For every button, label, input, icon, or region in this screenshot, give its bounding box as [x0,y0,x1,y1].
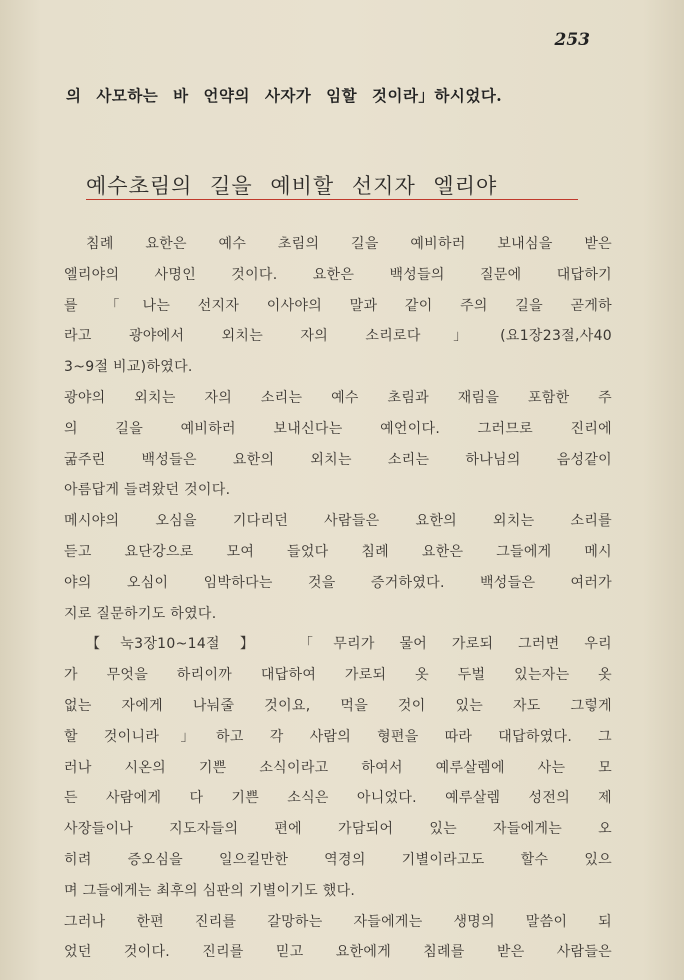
text-line: 라고 광야에서 외치는 자의 소리로다」(요1장23절,사40 [64,328,612,345]
text-line: 를 「나는 선지자 이사야의 말과 같이 주의 길을 곧게하 [64,297,612,314]
text-line: 굶주린 백성들은 요한의 외치는 소리는 하나님의 음성같이 [64,451,612,468]
page-number: 253 [554,30,590,50]
section-heading: 예수초림의 길을 예비할 선지자 엘리야 [86,174,498,198]
text-line: 메시야의 오심을 기다리던 사람들은 요한의 외치는 소리를 [64,513,612,530]
text-line: 든 사람에게 다 기쁜 소식은 아니었다. 예루살렘 성전의 제 [64,790,612,807]
text-line: 러나 시온의 기쁜 소식이라고 하여서 예루살렘에 사는 모 [64,759,612,776]
body-text [64,229,612,968]
text-line: 히려 증오심을 일으킬만한 역경의 기별이라고도 할수 있으 [64,851,612,868]
text-line: 가 무엇을 하리이까 대답하여 가로되 옷 두벌 있는자는 옷 [64,667,612,684]
text-line: 며 그들에게는 최후의 심판의 기별이기도 했다. [64,882,356,899]
text-line: 지로 질문하기도 하였다. [64,605,217,622]
text-line: 었던 것이다. 진리를 믿고 요한에게 침례를 받은 사람들은 [64,944,612,961]
text-line: 그러나 한편 진리를 갈망하는 자들에게는 생명의 말씀이 되 [64,913,612,930]
heading-underline [86,199,578,200]
text-line: 의 길을 예비하러 보내신다는 예언이다. 그러므로 진리에 [64,420,612,437]
text-line: 듣고 요단강으로 모여 들었다 침례 요한은 그들에게 메시 [64,543,612,560]
text-line: 【눅3장10~14절】 「무리가 물어 가로되 그러면 우리 [86,636,612,653]
continuation-line: 의 사모하는 바 언약의 사자가 임할 것이라」하시었다. [66,86,503,105]
text-line: 침례 요한은 예수 초림의 길을 예비하러 보내심을 받은 [86,236,612,252]
text-line: 없는 자에게 나눠줄 것이요, 먹을 것이 있는 자도 그렇게 [64,697,612,714]
text-line: 광야의 외치는 자의 소리는 예수 초림과 재림을 포함한 주 [64,389,612,406]
text-line: 야의 오심이 임박하다는 것을 증거하였다. 백성들은 여러가 [64,574,612,591]
text-line: 엘리야의 사명인 것이다. 요한은 백성들의 질문에 대답하기 [64,266,612,283]
text-line: 3~9절 비교)하였다. [64,359,193,376]
text-line: 아름답게 들려왔던 것이다. [64,482,231,499]
text-line: 할 것이니라」하고 각 사람의 형편을 따라 대답하였다. 그 [64,728,612,745]
text-line: 사장들이나 지도자들의 편에 가담되어 있는 자들에게는 오 [64,821,612,838]
